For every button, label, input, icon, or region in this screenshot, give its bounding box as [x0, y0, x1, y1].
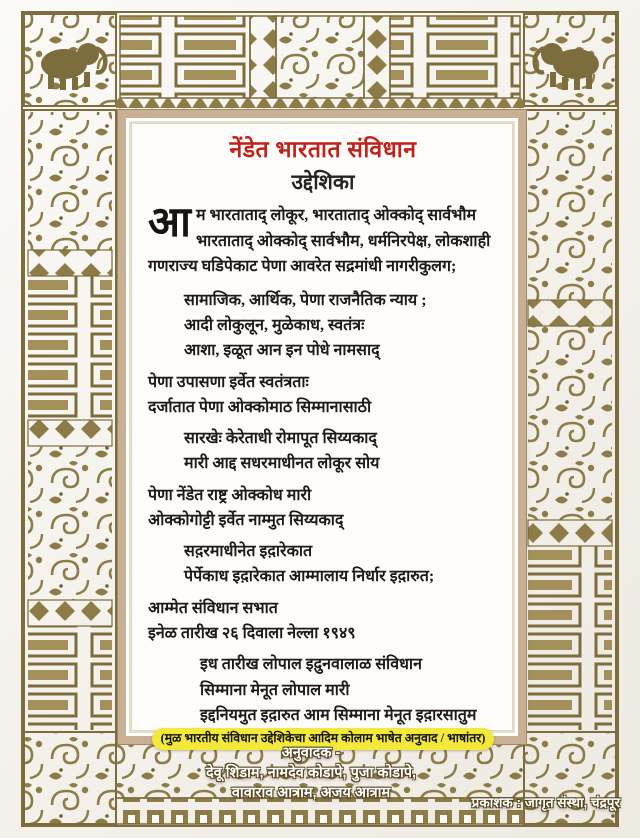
- translator-names-line2: वावाराव आत्राम, अजय आत्राम: [231, 785, 391, 801]
- preamble-line: ओक्कोगोट्टी इर्वेत नाम्मुत सिय्यकाद्: [148, 511, 344, 529]
- preamble-line: सामाजिक, आर्थिक, पेणा राजनैतिक न्याय ;: [184, 291, 427, 309]
- border-right-band: [524, 110, 616, 732]
- preamble-heading: उद्देशिका: [291, 170, 355, 194]
- preamble-line: पेणा उपासणा इर्वेत स्वतंत्रताः: [148, 373, 309, 391]
- translator-names-line1: देवू शिडाम, नामदेव कोडापे, पुजा कोडापे,: [205, 765, 417, 781]
- preamble-line: दर्जातात पेणा ओक्कोमाठ सिम्मानासाठी: [148, 398, 372, 416]
- preamble-line: सद़रमाधीनेत इद़ारेकात: [184, 543, 313, 561]
- publisher-credit: प्रकाशक : जागृत संस्था, चंद्रपूर: [471, 795, 620, 810]
- translator-credit: [128, 743, 494, 803]
- preamble-line: मारी आद्द सधरमाधीनत लोकूर सोय: [184, 455, 380, 473]
- preamble-line: आम्मेत संविधान सभात: [148, 599, 278, 617]
- preamble-opening-text: म भारताताद् लोकूर, भारताताद् ओक्कोद् सार्वभौम भारताताद् ओक्कोद् सार्वभौम, धर्मनिरपेक्ष, लोकशाही गणराज्य घडिपेकाट पेणा आवरेत सद्रमांधी नागरीकुलग;: [148, 207, 491, 276]
- footnote-highlight: (मुळ भारतीय संविधान उद्देशिकेचा आदिम कोलाम भाषेत अनुवाद / भाषांतर): [152, 728, 495, 750]
- page-title: नेंडेत भारतात संविधान: [229, 137, 417, 162]
- preamble-line: आशा, इळूत आन इन पोधे नामसाद्: [184, 342, 380, 360]
- preamble-line: आदी लोकुलून, मुळेकाध, स्वतंत्रः: [184, 317, 365, 335]
- translator-label: अनुवादक -: [281, 745, 341, 761]
- preamble-line: सिम्माना मेनूत लोपाल मारी: [200, 681, 350, 699]
- preamble-line: इध तारीख लोपाल इद़ुनवालाळ संविधान: [200, 656, 422, 674]
- preamble-line: इनेळ तारीख २६ दिवाला नेल्ला १९४९: [148, 624, 356, 642]
- preamble-line: पेर्पेकाध इद़ारेकात आम्मालाय निर्धार इद़ारुत;: [184, 568, 435, 586]
- preamble-opening-paragraph: [148, 200, 498, 280]
- preamble-line: पेणा नेंडेत राष्ट्र ओक्कोध मारी: [148, 486, 312, 504]
- preamble-line: सारखेः केरेताधी रोमापूत सिय्यकाद्: [184, 430, 377, 448]
- dropcap-letter: आ: [148, 200, 191, 246]
- preamble-line: इद्दनियमुत इद़ारुत आम सिम्माना मेनूत इद़ारसातुम: [200, 706, 477, 724]
- content-panel-inner: [131, 123, 513, 746]
- content-panel: [129, 121, 515, 746]
- border-top-band: [24, 14, 616, 110]
- border-left-band: [24, 110, 116, 732]
